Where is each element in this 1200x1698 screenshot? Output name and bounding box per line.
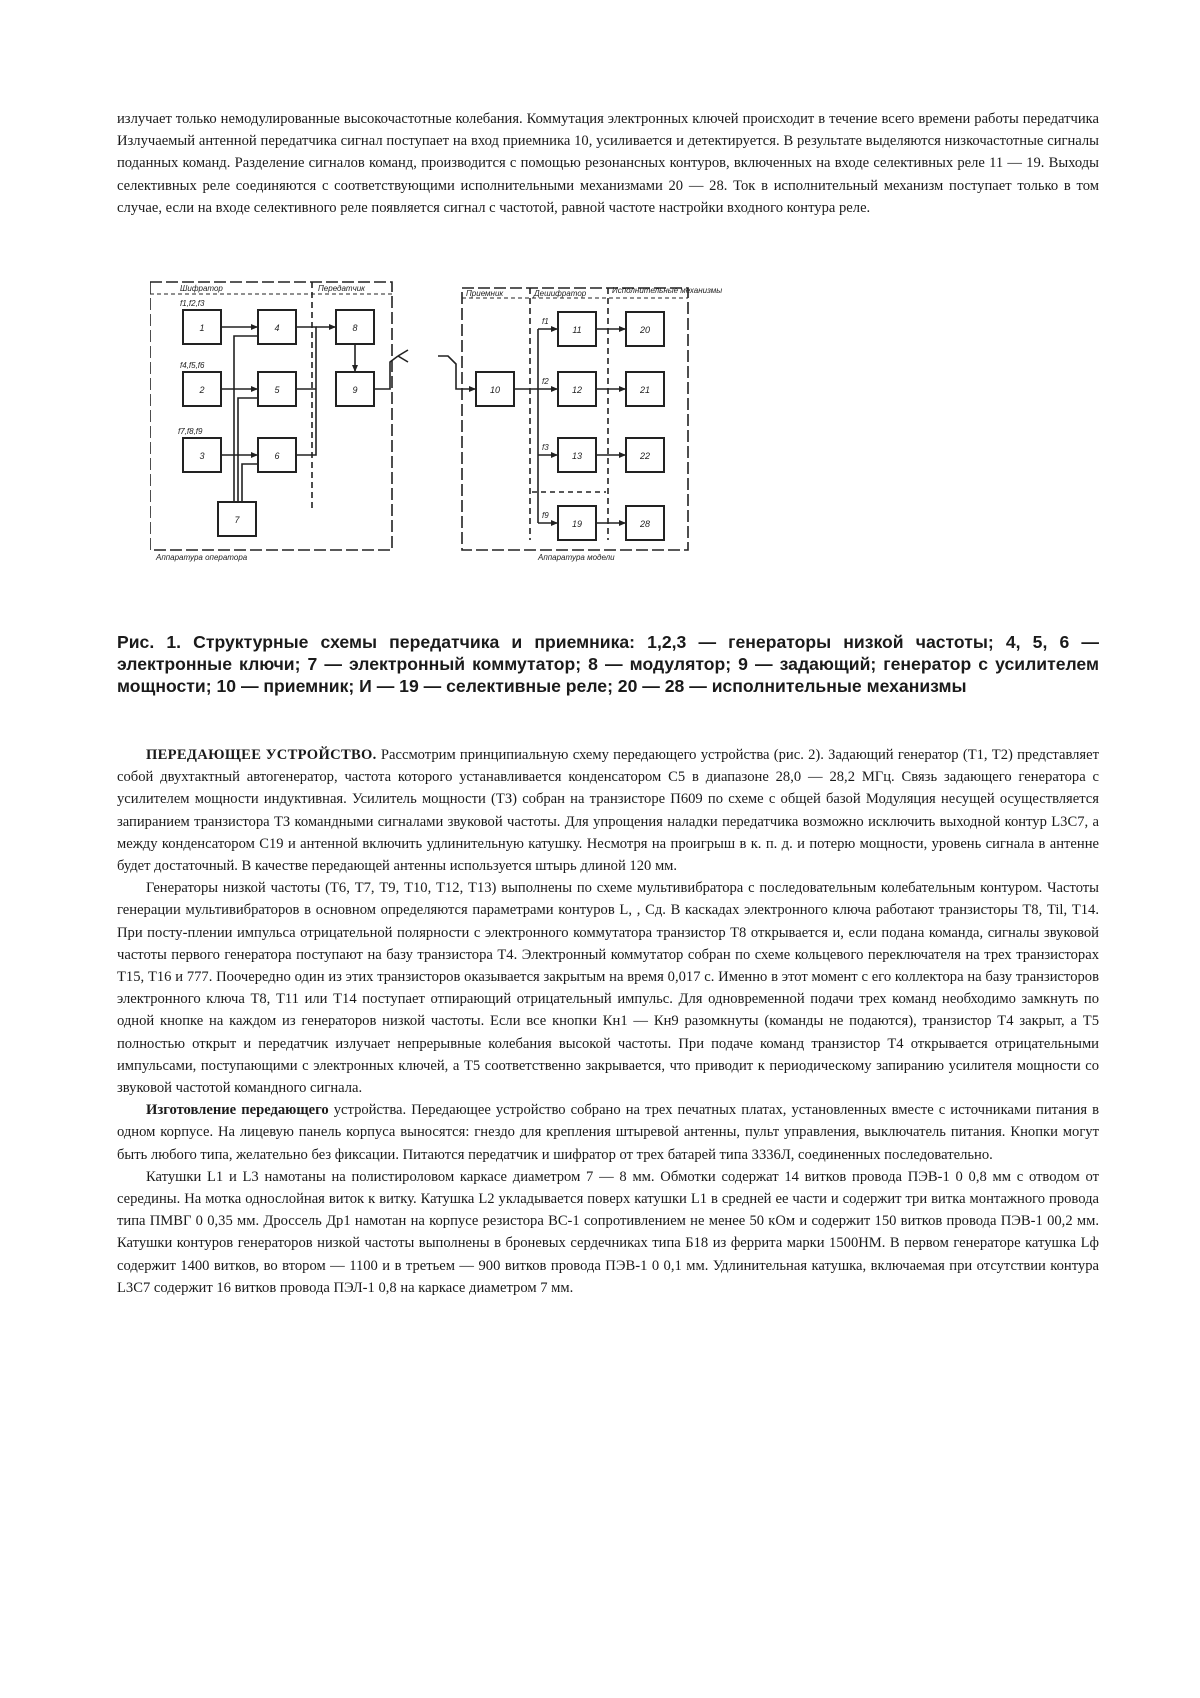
coder-section-label: Шифратор	[180, 284, 223, 293]
section-heading: ПЕРЕДАЮЩЕЕ УСТРОЙСТВО.	[146, 747, 377, 763]
block-10-label: 10	[489, 385, 501, 395]
paragraph-1-text: Рассмотрим принципиальную схему передающего устройства (рис. 2). Задающий генератор (Т1, Т2) представляет собой двухтактный автогенератор, частота которого устанавливается конденсатором С5 в диапазоне 28,0 — 28,2 МГц. Связь задающего генератора с усилителем мощности индуктивная. Усилитель мощности (ТЗ) собран на транзисторе П609 по схеме с общей базой Модуляция несущей осуществляется запиранием транзистора ТЗ командными сигналами звуковой частоты. Для упрощения наладки передатчика возможно исключить выходной контур L3C7, а между конденсатором С19 и антенной включить удлинительную катушку. Несмотря на проигрыш в к. п. д. и потерю мощности, уровень сигнала в антенне будет достаточный. В качестве передающей антенны используется штырь длиной 120 мм.	[117, 747, 1100, 875]
block-6-label: 6	[274, 451, 280, 461]
block-diagram-svg	[150, 280, 760, 610]
block-12-label: 12	[571, 385, 583, 395]
block-28-label: 28	[639, 519, 651, 529]
block-21-label: 21	[639, 385, 651, 395]
paragraph-3-text: устройства. Передающее устройство собрано на трех печатных платах, установленных вместе с источниками питания в одном корпусе. На лицевую панель корпуса выносятся: гнездо для крепления штыревой антенны, пульт управления, выключатель питания. Кнопки могут быть любого типа, желательно без фиксации. Питаются передатчик и шифратор от трех батарей типа 3336Л, соединенных последовательно.	[117, 1102, 1099, 1163]
intro-text: излучает только немодулированные высокочастотные колебания. Коммутация электронных ключей происходит в течение всего времени работы передатчика Излучаемый антенной передатчика сигнал поступает на вход приемника 10, усиливается и детектируется. В результате выделяются низкочастотные сигналы поданных команд. Разделение сигналов команд, производится с помощью резонансных контуров, включенных на входе селективных реле 11 — 19. Выходы селективных реле соединяются с соответствующими исполнительными механизмами 20 — 28. Ток в исполнительный механизм поступает только в том случае, если на входе селективного реле появляется сигнал с частотой, равной частоте настройки входного контура реле.	[117, 111, 1099, 216]
paragraph-3-lead: Изготовление передающего	[146, 1102, 329, 1119]
article-body	[117, 744, 1099, 1299]
figure-caption	[117, 631, 1099, 697]
intro-paragraph	[117, 108, 1099, 219]
rx-freq-label-9: f9	[542, 511, 549, 520]
model-equipment-label: Аппаратура модели	[538, 553, 615, 562]
block-19-label: 19	[571, 519, 583, 529]
block-7-label: 7	[234, 515, 240, 525]
paragraph-1	[117, 744, 1099, 877]
block-13-label: 13	[571, 451, 583, 461]
freq-label-3: f7,f8,f9	[178, 427, 203, 436]
freq-label-2: f4,f5,f6	[180, 361, 205, 370]
actuators-section-label: Исполнительные механизмы	[612, 286, 723, 295]
block-3-label: 3	[199, 451, 205, 461]
rx-freq-label-3: f3	[542, 443, 549, 452]
rx-freq-label-2: f2	[542, 377, 549, 386]
paragraph-4: Катушки L1 и L3 намотаны на полистироловом каркасе диаметром 7 — 8 мм. Обмотки содержат 14 витков провода ПЭВ-1 0 0,8 мм с отводом от середины. На мотка однослойная виток к витку. Катушка L2 укладывается поверх катушки L1 в средней ее части и содержит три витка монтажного провода типа ПМВГ 0 0,35 мм. Дроссель Др1 намотан на корпусе резистора ВС-1 сопротивлением не менее 50 кОм и содержит 150 витков провода ПЭВ-1 00,2 мм. Катушки контуров генераторов низкой частоты выполнены в броневых сердечниках типа Б18 из феррита марки 1500НМ. В первом генераторе катушка Lф содержит 1400 витков, во втором — 1100 и в третьем — 900 витков провода ПЭВ-1 0 0,1 мм. Удлинительная катушка, включаемая при отсутствии контура L3C7 содержит 16 витков провода ПЭЛ-1 0,8 на каркасе диаметром 7 мм.	[117, 1168, 1099, 1296]
block-diagram	[150, 280, 760, 610]
decoder-section-label: Дешифратор	[534, 289, 587, 298]
block-22-label: 22	[639, 451, 651, 461]
figure-caption-text: Рис. 1. Структурные схемы передатчика и приемника: 1,2,3 — генераторы низкой частоты; 4, 5, 6 — электронные ключи; 7 — электронный коммутатор; 8 — модулятор; 9 — задающий; генератор с усилителем мощности; 10 — приемник; И — 19 — селективные реле; 20 — 28 — исполнительные механизмы	[117, 632, 1099, 696]
block-1-label: 1	[199, 323, 205, 333]
transmitter-section-label: Передатчик	[318, 284, 365, 293]
paragraph-2: Генераторы низкой частоты (Т6, Т7, Т9, Т10, Т12, Т13) выполнены по схеме мультивибратора с последовательным колебательным контуром. Частоты генерации мультивибраторов в основном определяются параметрами контуров L, , Сд. В каскадах электронного ключа работают транзисторы Т8, Til, Т14. При посту-плении импульса отрицательной полярности с электронного коммутатора транзистор Т8 открывается и, если подана команда, сигналы звуковой частоты первого генератора поступают на базу транзистора Т4. Электронный коммутатор собран по схеме кольцевого переключателя на трех транзисторах Т15, Т16 и 777. Поочередно один из этих транзисторов оказывается закрытым на время 0,017 с. Именно в этот момент с его коллектора на базу транзисторов электронного ключа Т8, Т11 или Т14 поступает отпирающий отрицательный импульс. Для одновременной подачи трех команд необходимо замкнуть по одной кнопке на каждом из генераторов низкой частоты. Если все кнопки Кн1 — Кн9 разомкнуты (команды не подаются), транзистор Т4 закрыт, а Т5 полностью открыт и передатчик излучает непрерывные колебания высокой частоты. При подаче команд транзистор Т4 открывается отрицательными импульсами, поступающими с электронных ключей, а Т5 соответственно закрывается, что приводит к периодическому запиранию усилителя мощности со звуковой частотой командного сигнала.	[117, 880, 1099, 1097]
paragraph-3	[117, 1099, 1099, 1166]
receiver-section-label: Приемник	[466, 289, 504, 298]
block-20-label: 20	[639, 325, 651, 335]
operator-equipment-label: Аппаратура оператора	[156, 553, 248, 562]
block-9-label: 9	[352, 385, 358, 395]
freq-label-1: f1,f2,f3	[180, 299, 205, 308]
block-11-label: 11	[572, 325, 582, 335]
block-4-label: 4	[274, 323, 280, 333]
block-5-label: 5	[274, 385, 280, 395]
block-8-label: 8	[352, 323, 358, 333]
rx-freq-label-1: f1	[542, 317, 549, 326]
block-2-label: 2	[199, 385, 205, 395]
